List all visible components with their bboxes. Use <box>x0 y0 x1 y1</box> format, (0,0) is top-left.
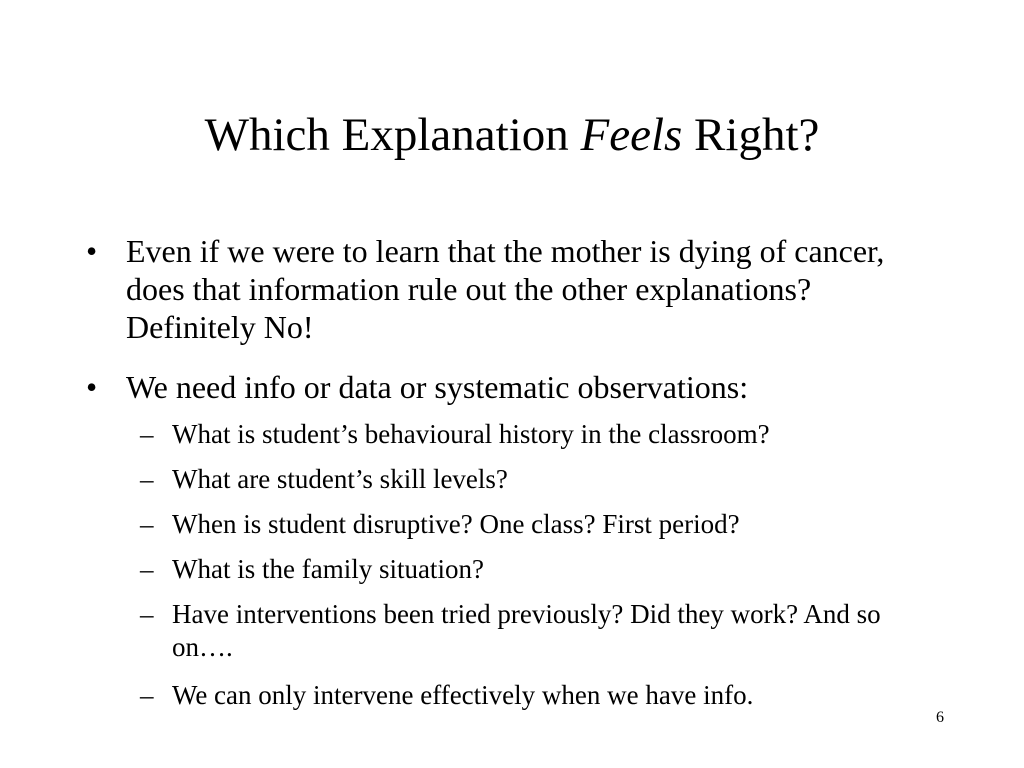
sub-bullet-text: We can only intervene effectively when we have info. <box>172 680 754 710</box>
page-number: 6 <box>936 709 944 726</box>
dash-marker: – <box>140 419 154 449</box>
bullet-text: We need info or data or systematic observations: <box>126 369 749 405</box>
bullet-text: Even if we were to learn that the mother is dying of cancer, does that information rule out the other explanations? Definitely No! <box>126 233 885 345</box>
dash-marker: – <box>140 464 154 494</box>
bullet-marker: • <box>86 233 98 269</box>
dash-marker: – <box>140 599 154 629</box>
title-text-start: Which Explanation <box>204 109 581 161</box>
sub-bullet-text: When is student disruptive? One class? First period? <box>172 509 740 539</box>
title-text-end: Right? <box>682 109 820 161</box>
title-emphasis: Feels <box>580 109 683 161</box>
dash-marker: – <box>140 554 154 584</box>
sub-bullet-text: What is student’s behavioural history in the classroom? <box>172 419 770 449</box>
sub-bullet-text: What is the family situation? <box>172 554 484 584</box>
dash-marker: – <box>140 680 154 710</box>
sub-bullet-text: Have interventions been tried previously? Did they work? And so on…. <box>172 599 881 662</box>
bullet-marker: • <box>86 369 98 405</box>
sub-bullet-text: What are student’s skill levels? <box>172 464 508 494</box>
dash-marker: – <box>140 509 154 539</box>
